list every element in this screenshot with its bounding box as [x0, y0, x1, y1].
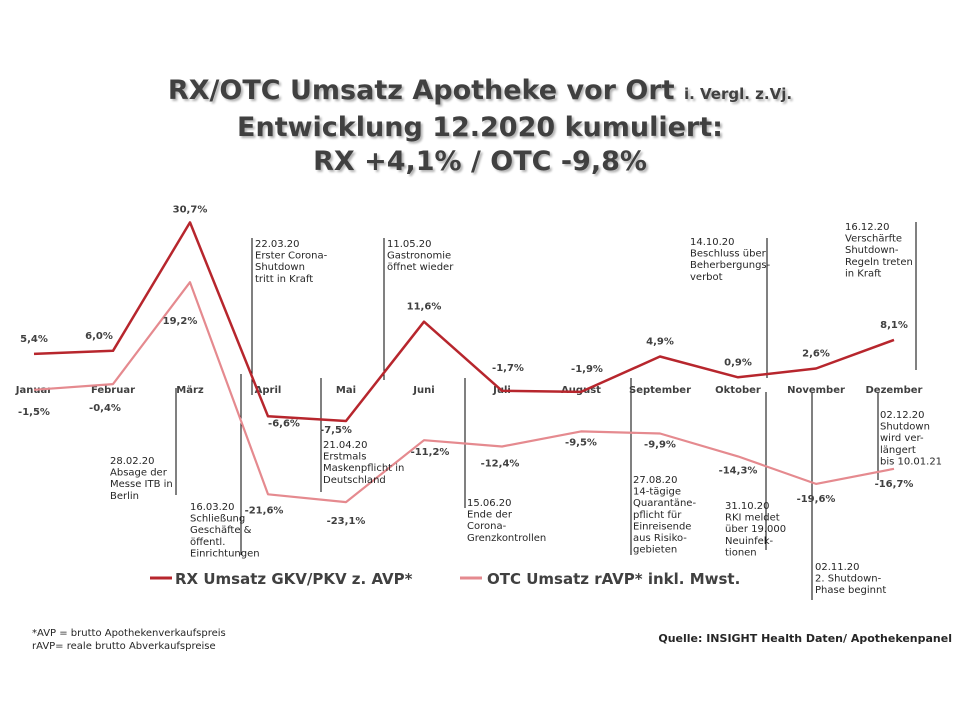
x-tick-label: November — [787, 385, 845, 396]
otc-data-label: -1,5% — [18, 406, 50, 418]
event-annotation: 02.11.20 2. Shutdown-Phase beginnt — [815, 562, 887, 597]
legend-label-otc: OTC Umsatz rAVP* inkl. Mwst. — [487, 570, 741, 588]
rx-data-label: 2,6% — [802, 348, 830, 360]
annotations — [110, 222, 942, 596]
x-tick-label: August — [561, 385, 601, 396]
x-tick-label: April — [254, 385, 282, 396]
x-tick-label: Mai — [335, 385, 357, 396]
x-tick-label: Juli — [493, 385, 511, 396]
rx-data-label: 8,1% — [880, 319, 908, 331]
event-annotation: 14.10.20 Beschluss über Beherbergungs-verbot — [690, 237, 771, 283]
event-annotation: 16.03.20 Schließung Geschäfte & öffentl. Einrichtungen — [190, 502, 260, 560]
otc-data-label: -23,1% — [326, 516, 366, 528]
footnote-ravp: rAVP= reale brutto Abverkaufspreise — [32, 641, 216, 652]
x-tick-label: März — [176, 385, 204, 396]
rx-data-label: 0,9% — [724, 357, 752, 369]
footer — [32, 628, 952, 652]
otc-data-label: -19,6% — [796, 493, 836, 505]
rx-data-label: -7,5% — [320, 425, 352, 436]
title-line-2: Entwicklung 12.2020 kumuliert: — [237, 112, 723, 143]
legend-label-rx: RX Umsatz GKV/PKV z. AVP* — [175, 570, 413, 588]
title-small: i. Vergl. z.Vj. — [683, 85, 793, 103]
title-line-3: RX +4,1% / OTC -9,8% — [313, 146, 647, 177]
rx-data-label: -1,7% — [492, 362, 524, 374]
x-tick-label: September — [629, 385, 691, 396]
event-annotation: 02.12.20 Shutdown wird ver-längert bis 10.01.21 — [880, 410, 943, 468]
event-annotation: 27.08.20 14-tägige Quarantäne-pflicht für Einreisende aus Risiko-gebieten — [633, 475, 697, 556]
event-annotation: 11.05.20 Gastronomie öffnet wieder — [387, 239, 454, 274]
x-tick-label: Dezember — [865, 385, 923, 396]
legend — [150, 570, 740, 588]
rx-data-label: -6,6% — [268, 418, 300, 430]
event-annotation: 15.06.20 Ende der Corona-Grenzkontrollen — [467, 498, 547, 544]
otc-data-label: -9,5% — [565, 437, 597, 449]
rx-data-label: 11,6% — [406, 301, 442, 313]
otc-data-label: -12,4% — [480, 458, 520, 470]
event-annotation: 21.04.20 Erstmals Maskenpflicht in Deutschland — [323, 440, 405, 486]
otc-data-label: 19,2% — [162, 316, 198, 328]
x-tick-label: Oktober — [715, 385, 761, 396]
otc-data-label: -14,3% — [718, 465, 758, 477]
otc-data-label: -9,9% — [644, 439, 676, 451]
x-tick-label: Januar — [15, 385, 53, 396]
rx-data-label: 4,9% — [646, 336, 674, 348]
rx-data-label: 5,4% — [20, 333, 48, 345]
event-annotation: 31.10.20 RKI meldet über 19.000 Neuinfek-tionen — [725, 501, 787, 559]
x-tick-label: Februar — [90, 385, 136, 396]
title-main: RX/OTC Umsatz Apotheke vor Ort — [167, 75, 675, 106]
event-annotation: 28.02.20 Absage der Messe ITB in Berlin — [110, 456, 173, 502]
otc-data-label: -11,2% — [410, 447, 450, 459]
footnote-avp: *AVP = brutto Apothekenverkaufspreis — [32, 628, 226, 639]
otc-data-label: -21,6% — [244, 505, 284, 517]
event-annotation: 16.12.20 Verschärfte Shutdown-Regeln treten in Kraft — [845, 222, 913, 280]
rx-data-label: 30,7% — [172, 204, 208, 216]
otc-data-label: -16,7% — [874, 478, 914, 490]
rx-data-label: -1,9% — [571, 363, 603, 375]
x-axis-labels — [15, 385, 923, 396]
event-annotation: 22.03.20 Erster Corona-Shutdown tritt in Kraft — [255, 239, 328, 285]
source-note: Quelle: INSIGHT Health Daten/ Apothekenpanel — [658, 632, 952, 645]
otc-data-label: -0,4% — [89, 403, 121, 415]
rx-data-label: 6,0% — [85, 330, 113, 342]
x-tick-label: Juni — [413, 385, 435, 396]
